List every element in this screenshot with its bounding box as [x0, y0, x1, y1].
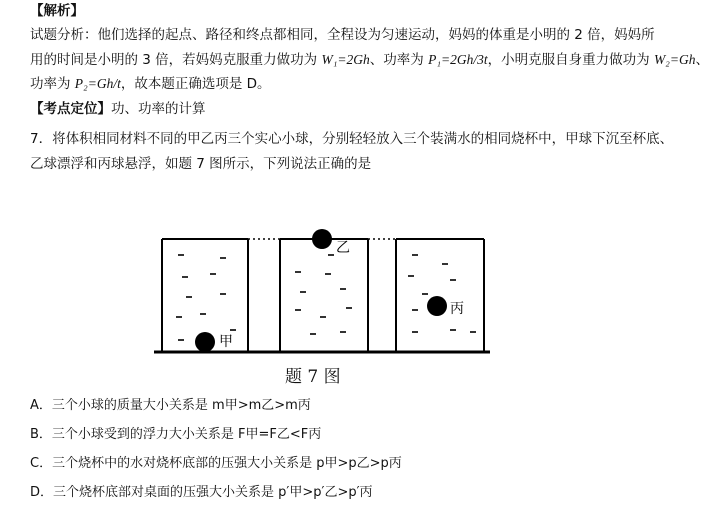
water-marks	[176, 255, 476, 340]
question-line-2: 乙球漂浮和丙球悬浮，如题 7 图所示，下列说法正确的是	[30, 156, 372, 172]
formula-p1: P₁=2Gh/3t	[428, 52, 488, 67]
analysis-line-3	[30, 75, 271, 93]
question-line-1: 7．将体积相同材料不同的甲乙丙三个实心小球，分别轻轻放入三个装满水的相同烧杯中，甲球下沉至杯底、	[30, 131, 674, 147]
analysis-text: 、功率为	[369, 52, 429, 68]
kaodian-line	[30, 100, 206, 118]
formula-w1: W₁=2Gh	[321, 52, 370, 67]
analysis-text: 功率为	[30, 76, 75, 92]
analysis-line-1: 试题分析：他们选择的起点、路径和终点都相同，全程设为匀速运动，妈妈的体重是小明的 2 倍，妈妈所	[30, 27, 655, 43]
option-a: A．三个小球的质量大小关系是 m甲>m乙>m丙	[30, 398, 311, 413]
kaodian-heading: 【考点定位】	[30, 101, 111, 117]
ball-yi-label: 乙	[336, 240, 350, 256]
analysis-text: ，故本题正确选项是 D。	[120, 76, 271, 92]
ball-bing-label: 丙	[450, 301, 464, 317]
figure-caption: 题 7 图	[285, 367, 341, 387]
analysis-text: 、	[695, 52, 709, 68]
analysis-text: 用的时间是小明的 3 倍，若妈妈克服重力做功为	[30, 52, 322, 68]
kaodian-text: 功、功率的计算	[111, 101, 206, 117]
beaker-figure	[150, 222, 495, 362]
formula-p2: P₂=Gh/t	[74, 76, 121, 91]
option-c: C．三个烧杯中的水对烧杯底部的压强大小关系是 p甲>p乙>p丙	[30, 456, 402, 471]
analysis-line-2	[30, 51, 709, 69]
ball-jia-label: 甲	[219, 334, 233, 350]
beaker-middle	[280, 239, 368, 352]
analysis-text: ，小明克服自身重力做功为	[487, 52, 654, 68]
option-b: B．三个小球受到的浮力大小关系是 F甲=F乙<F丙	[30, 427, 322, 442]
ball-yi	[312, 229, 332, 249]
ball-jia	[195, 332, 215, 352]
beaker-right	[396, 239, 484, 352]
ball-bing	[427, 296, 447, 316]
option-d: D．三个烧杯底部对桌面的压强大小关系是 p′甲>p′乙>p′丙	[30, 485, 373, 500]
formula-w2: W₂=Gh	[653, 52, 696, 67]
analysis-heading: 【解析】	[30, 3, 84, 19]
